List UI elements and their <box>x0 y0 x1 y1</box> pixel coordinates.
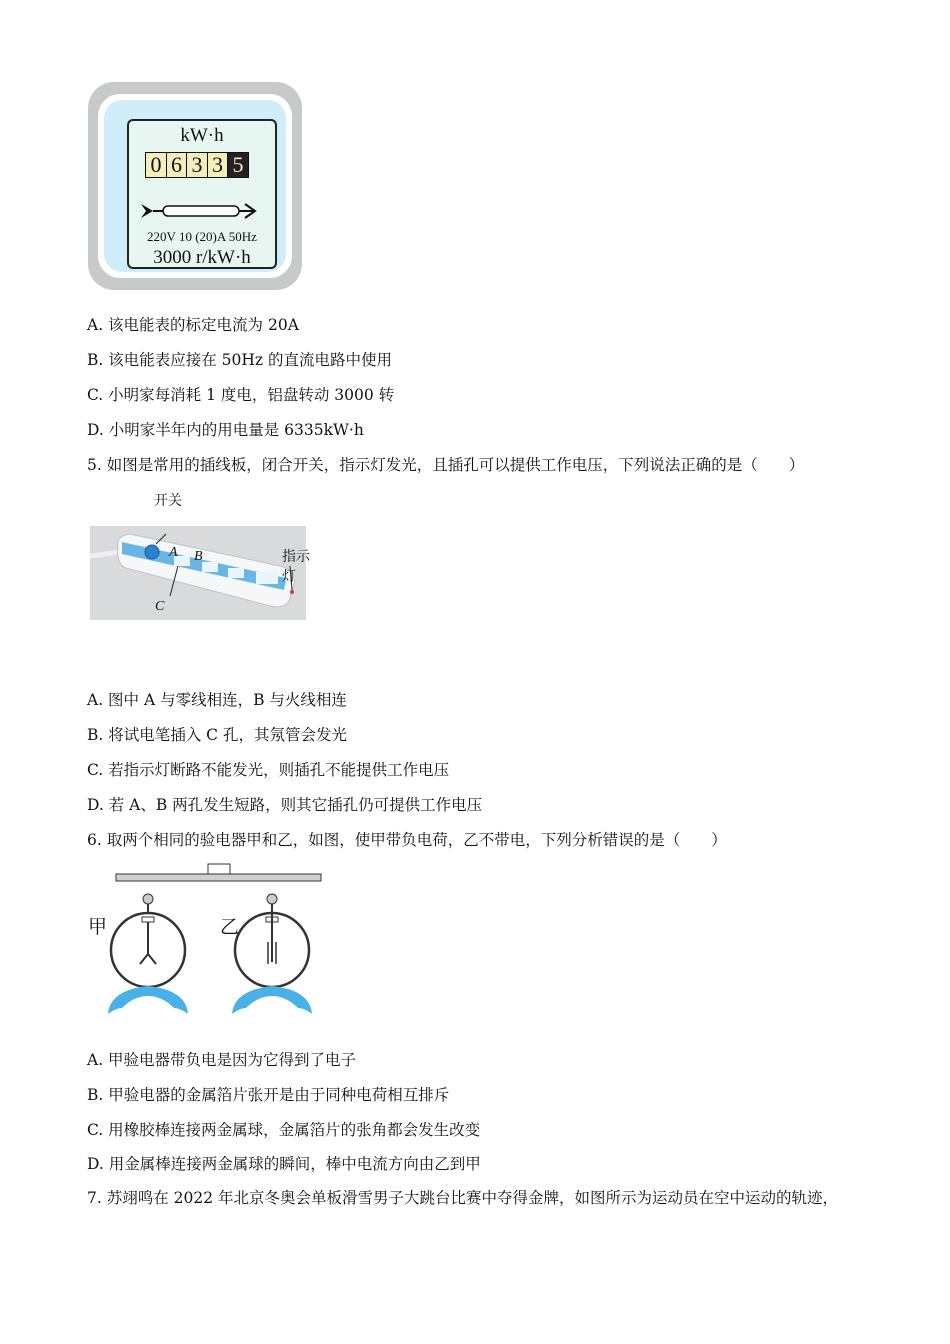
meter-digit: 0 <box>145 152 167 178</box>
label-b: B <box>194 549 203 564</box>
q6-stem: 6. 取两个相同的验电器甲和乙，如图，使甲带负电荷，乙不带电，下列分析错误的是（ ） <box>87 831 727 849</box>
q5-option-c: C. 若指示灯断路不能发光，则插孔不能提供工作电压 <box>87 761 450 779</box>
q4-option-b: B. 该电能表应接在 50Hz 的直流电路中使用 <box>87 351 393 369</box>
label-indicator: 指示灯 <box>282 549 310 585</box>
q6-option-d: D. 用金属棒连接两金属球的瞬间，棒中电流方向由乙到甲 <box>87 1155 481 1173</box>
q6-option-b: B. 甲验电器的金属箔片张开是由于同种电荷相互排斥 <box>87 1086 450 1104</box>
meter-digit: 3 <box>186 152 208 178</box>
meter-digit: 3 <box>207 152 229 178</box>
q5-option-d: D. 若 A、B 两孔发生短路，则其它插孔仍可提供工作电压 <box>87 796 483 814</box>
electroscope-icon <box>86 862 326 1017</box>
q4-option-a: A. 该电能表的标定电流为 20A <box>87 316 299 334</box>
label-yi: 乙 <box>220 916 240 938</box>
q4-option-d: D. 小明家半年内的用电量是 6335kW·h <box>87 421 364 439</box>
q5-option-b: B. 将试电笔插入 C 孔，其氖管会发光 <box>87 726 347 744</box>
label-c: C <box>155 599 165 614</box>
meter-unit: kW·h <box>180 125 224 146</box>
q5-stem: 5. 如图是常用的插线板，闭合开关，指示灯发光，且插孔可以提供工作电压，下列说法正确的是（ ） <box>87 456 805 474</box>
q5-option-a: A. 图中 A 与零线相连，B 与火线相连 <box>87 691 347 709</box>
label-jia: 甲 <box>88 916 108 938</box>
q7-stem: 7. 苏翊鸣在 2022 年北京冬奥会单板滑雪男子大跳台比赛中夺得金牌，如图所示为运动员在空中运动的轨迹， <box>87 1189 839 1207</box>
power-strip-figure <box>90 486 310 621</box>
meter-digit: 5 <box>227 152 249 178</box>
meter-disc-arrow-icon <box>141 201 261 221</box>
meter-spec: 220V 10 (20)A 50Hz <box>147 229 257 244</box>
meter-face <box>127 119 277 269</box>
q4-option-c: C. 小明家每消耗 1 度电，铝盘转动 3000 转 <box>87 386 395 404</box>
electroscope-figure <box>86 862 326 1017</box>
meter-digit: 6 <box>166 152 188 178</box>
label-a: A <box>169 545 178 560</box>
q6-option-c: C. 用橡胶棒连接两金属球，金属箔片的张角都会发生改变 <box>87 1121 481 1139</box>
electric-meter-figure <box>88 82 302 290</box>
power-strip-icon <box>90 526 308 621</box>
meter-digits <box>145 152 248 178</box>
label-switch: 开关 <box>154 493 182 509</box>
meter-revolutions: 3000 r/kW·h <box>153 247 251 268</box>
q6-option-a: A. 甲验电器带负电是因为它得到了电子 <box>87 1051 357 1069</box>
